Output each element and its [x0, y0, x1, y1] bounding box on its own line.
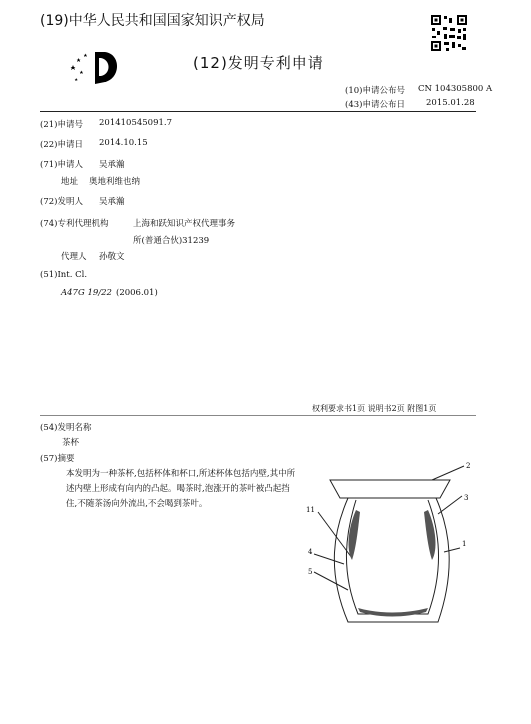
- pages-divider: [40, 415, 476, 416]
- app-no-label: (21)申请号: [40, 120, 83, 130]
- inventor-label: (72)发明人: [40, 197, 83, 207]
- document-type-title: (12)发明专利申请: [193, 54, 324, 72]
- figure-label-5: 5: [308, 568, 313, 576]
- agency-line1: 上海和跃知识产权代理事务: [133, 219, 236, 229]
- invention-title-value: 茶杯: [62, 438, 80, 448]
- agent-label: 代理人: [61, 252, 87, 262]
- agency-line2: 所(普通合伙)31239: [133, 236, 210, 246]
- header-divider: [40, 111, 476, 112]
- figure-label-1: 1: [462, 540, 467, 548]
- agency-label: (74)专利代理机构: [40, 219, 109, 229]
- cnipa-logo-icon: [65, 48, 123, 88]
- app-date-value: 2014.10.15: [99, 138, 148, 148]
- inventor-value: 吴承瀚: [99, 197, 125, 207]
- applicant-value: 吴承瀚: [99, 160, 125, 170]
- qr-code-icon: [430, 14, 468, 52]
- intcl-value: A47G 19/22: [61, 288, 112, 298]
- app-no-value: 201410545091.7: [99, 118, 173, 128]
- abstract-text: 本发明为一种茶杯,包括杯体和杯口,所述杯体包括内壁,其中所述内壁上形成有向内的凸起。喝茶时,泡涨开的茶叶被凸起挡住,不随茶汤向外流出,不会喝到茶叶。: [66, 469, 296, 509]
- agent-value: 孙敬文: [99, 252, 125, 262]
- office-name: (19)中华人民共和国国家知识产权局: [40, 13, 265, 29]
- pub-no-label: (10)申请公布号: [345, 86, 405, 96]
- invention-title-label: (54)发明名称: [40, 423, 92, 433]
- applicant-label: (71)申请人: [40, 160, 83, 170]
- app-date-label: (22)申请日: [40, 140, 83, 150]
- address-label: 地址: [61, 177, 79, 187]
- tea-cup-figure: [300, 452, 480, 624]
- intcl-year: (2006.01): [116, 288, 158, 298]
- figure-label-2: 2: [466, 462, 471, 470]
- intcl-label: (51)Int. Cl.: [40, 270, 88, 280]
- figure-label-3: 3: [464, 494, 469, 502]
- figure-label-4: 4: [308, 548, 313, 556]
- figure-label-11: 11: [306, 506, 315, 514]
- pub-date-label: (43)申请公布日: [345, 100, 405, 110]
- address-value: 奥地利维也纳: [89, 177, 141, 187]
- pub-no-value: CN 104305800 A: [418, 84, 493, 94]
- pub-date-value: 2015.01.28: [426, 98, 475, 108]
- pages-info: 权利要求书1页 说明书2页 附图1页: [312, 404, 437, 413]
- abstract-label: (57)摘要: [40, 454, 75, 464]
